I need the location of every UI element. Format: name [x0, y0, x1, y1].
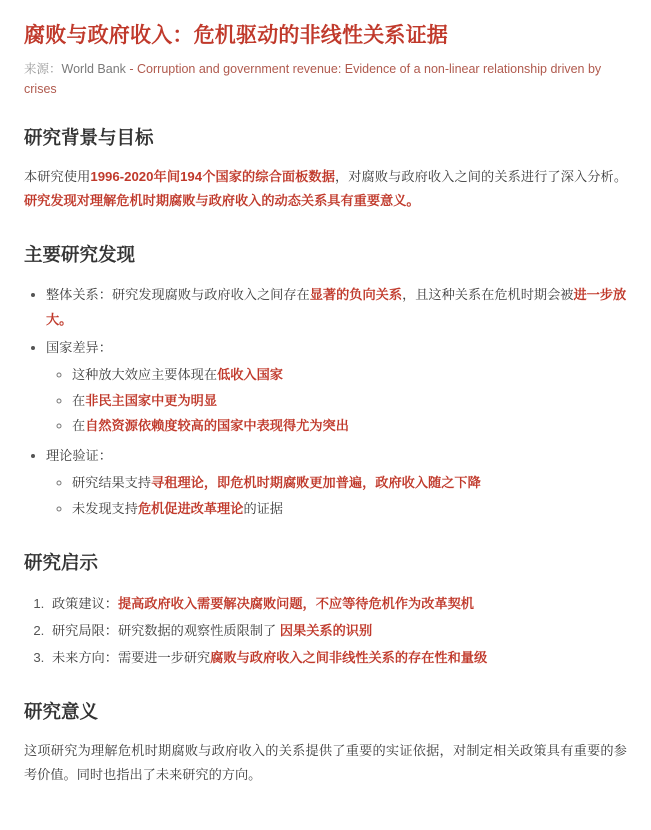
- implication-2-highlight: 因果关系的识别: [279, 622, 373, 638]
- finding-1-text-1: 研究发现腐败与政府收入之间存在: [111, 286, 310, 302]
- finding-1-highlight-2: 进一步放大。: [46, 286, 627, 327]
- section-background: [24, 125, 627, 214]
- finding-2-sub-3-highlight: 自然资源依赖度较高的国家中表现得尤为突出: [85, 418, 349, 434]
- finding-2-sub-2-text: 在: [72, 392, 86, 408]
- implication-1-highlight: 提高政府收入需要解决腐败问题，不应等待危机作为改革契机: [117, 595, 474, 611]
- finding-3-sublist: [46, 470, 627, 521]
- section-findings: [24, 242, 627, 522]
- section-heading-implications: 研究启示: [24, 551, 99, 573]
- list-item: [72, 388, 627, 414]
- list-item: [48, 644, 627, 671]
- implication-3-text: 需要进一步研究: [117, 649, 211, 665]
- finding-2-sub-1-text: 这种放大效应主要体现在: [72, 366, 218, 382]
- section-heading-background: 研究背景与目标: [24, 127, 154, 149]
- finding-2-sub-3-text: 在: [72, 418, 86, 434]
- implication-1-label: 政策建议：: [52, 595, 118, 611]
- background-text-1: 本研究使用: [24, 168, 91, 184]
- section-heading-significance: 研究意义: [24, 700, 99, 722]
- list-item: [72, 496, 627, 522]
- finding-3-sub-2-highlight: 危机促进改革理论: [137, 500, 244, 516]
- findings-list: [24, 282, 627, 522]
- finding-2-label: 国家差异：: [46, 339, 112, 355]
- finding-2-sub-1-highlight: 低收入国家: [217, 366, 283, 382]
- source-english-title: Corruption and government revenue: Evidence of a non-linear relationship driven by crises: [24, 62, 602, 96]
- source-separator: -: [125, 62, 138, 77]
- finding-1-text-2: ，且这种关系在危机时期会被: [402, 286, 574, 302]
- page-title: 腐败与政府收入：危机驱动的非线性关系证据: [24, 24, 448, 47]
- list-item: [46, 335, 627, 439]
- finding-3-label: 理论验证：: [46, 448, 112, 464]
- background-paragraph: [24, 165, 627, 214]
- finding-3-sub-2-text-1: 未发现支持: [72, 500, 138, 516]
- implication-3-highlight: 腐败与政府收入之间非线性关系的存在性和量级: [210, 649, 488, 665]
- finding-1-label: 整体关系：: [46, 286, 112, 302]
- implications-list: [24, 590, 627, 671]
- section-implications: [24, 550, 627, 671]
- implication-2-text: 研究数据的观察性质限制了: [117, 622, 280, 638]
- source-organization: World Bank: [61, 62, 126, 77]
- background-highlight-1: 1996-2020年间194个国家的综合面板数据: [90, 168, 335, 184]
- background-highlight-2: 研究发现对理解危机时期腐败与政府收入的动态关系具有重要意义。: [24, 193, 420, 209]
- list-item: [46, 282, 627, 332]
- list-item: [72, 470, 627, 496]
- implication-2-label: 研究局限：: [52, 622, 118, 638]
- finding-3-sub-2-text-2: 的证据: [243, 500, 283, 516]
- finding-1-highlight-1: 显著的负向关系: [309, 286, 403, 302]
- list-item: [46, 443, 627, 522]
- finding-3-sub-1-text-2: ，即危机时期腐败更加普遍，政府收入随之下降: [203, 475, 481, 491]
- implication-3-label: 未来方向：: [52, 649, 118, 665]
- finding-3-sub-1-text-1: 研究结果支持: [72, 475, 152, 491]
- source-line: [24, 60, 627, 99]
- finding-3-sub-1-highlight: 寻租理论: [151, 475, 204, 491]
- section-heading-findings: 主要研究发现: [24, 243, 136, 265]
- section-significance: [24, 699, 627, 788]
- background-text-2: ，对腐败与政府收入之间的关系进行了深入分析。: [334, 168, 628, 184]
- list-item: [48, 617, 627, 644]
- source-label: 来源：: [24, 62, 62, 77]
- finding-2-sub-2-highlight: 非民主国家中更为明显: [85, 392, 218, 408]
- list-item: [72, 362, 627, 388]
- list-item: [72, 413, 627, 439]
- list-item: [48, 590, 627, 617]
- significance-paragraph: 这项研究为理解危机时期腐败与政府收入的关系提供了重要的实证依据，对制定相关政策具有重要的参考价值。同时也指出了未来研究的方向。: [24, 742, 627, 783]
- finding-2-sublist: [46, 362, 627, 439]
